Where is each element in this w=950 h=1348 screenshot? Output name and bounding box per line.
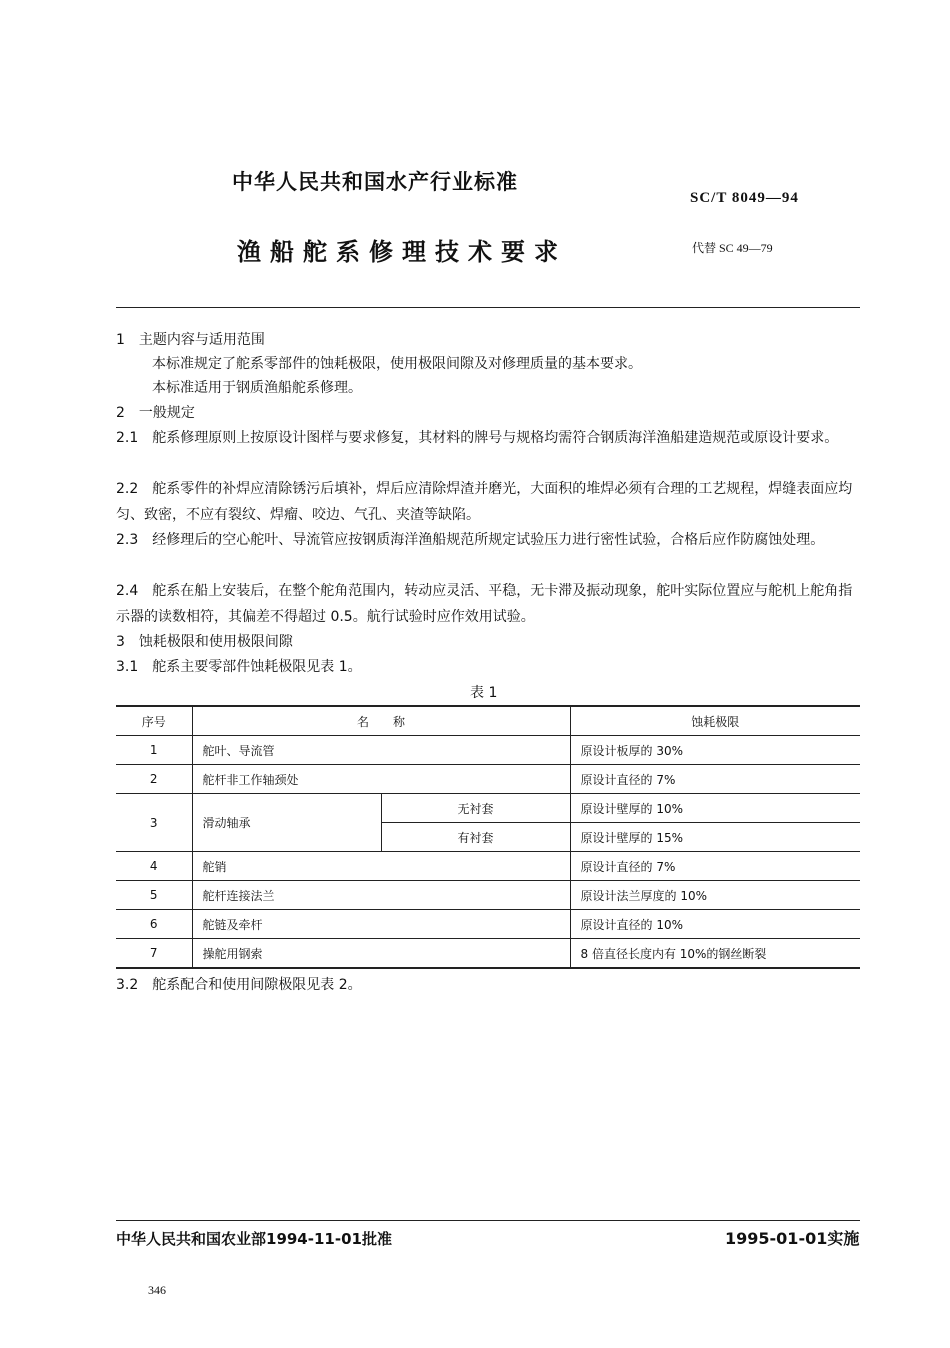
approval-line: 中华人民共和国农业部1994-11-01批准 bbox=[116, 1230, 392, 1248]
header-limit: 蚀耗极限 bbox=[570, 706, 860, 736]
row-no: 7 bbox=[116, 939, 192, 969]
clause-text: 舵系配合和使用间隙极限见表 2。 bbox=[152, 977, 362, 993]
clause-text: 舵系在船上安装后，在整个舵角范围内，转动应灵活、平稳，无卡滞及振动现象，舵叶实际位置应与舵机上舵角指示器的读数相符，其偏差不得超过 0.5。航行试验时应作效用试验。 bbox=[116, 583, 853, 625]
clause-text: 经修理后的空心舵叶、导流管应按钢质海洋渔船规范所规定试验压力进行密性试验，合格后应作防腐蚀处理。 bbox=[152, 532, 825, 548]
clause-2-1 bbox=[116, 425, 858, 451]
replaces-note: 代替 SC 49—79 bbox=[692, 241, 773, 255]
row-name: 舵杆连接法兰 bbox=[192, 881, 570, 910]
section-number: 3 bbox=[116, 634, 125, 650]
clause-number: 2.4 bbox=[116, 583, 139, 599]
clause-text: 舵系零件的补焊应清除锈污后填补，焊后应清除焊渣并磨光，大面积的堆焊必须有合理的工艺规程，焊缝表面应均匀、致密，不应有裂纹、焊瘤、咬边、气孔、夹渣等缺陷。 bbox=[116, 481, 853, 523]
table-row bbox=[116, 852, 860, 881]
section-number: 2 bbox=[116, 405, 125, 421]
effective-date: 1995-01-01实施 bbox=[725, 1229, 860, 1248]
row-name: 舵链及牵杆 bbox=[192, 910, 570, 939]
row-subtype: 无衬套 bbox=[381, 794, 570, 823]
row-limit: 原设计直径的 7% bbox=[570, 852, 860, 881]
row-limit: 原设计壁厚的 10% bbox=[570, 794, 860, 823]
footer-rule bbox=[116, 1220, 860, 1221]
paragraph: 本标准规定了舵系零部件的蚀耗极限，使用极限间隙及对修理质量的基本要求。 bbox=[152, 356, 642, 372]
row-name: 舵销 bbox=[192, 852, 570, 881]
clause-3-1 bbox=[116, 657, 362, 677]
row-no: 6 bbox=[116, 910, 192, 939]
table-row bbox=[116, 765, 860, 794]
row-no: 3 bbox=[116, 794, 192, 852]
row-no: 1 bbox=[116, 736, 192, 765]
row-name: 滑动轴承 bbox=[192, 794, 381, 852]
section-title: 蚀耗极限和使用极限间隙 bbox=[138, 634, 293, 650]
table-row bbox=[116, 736, 860, 765]
section-2-heading bbox=[116, 403, 195, 423]
row-limit: 原设计壁厚的 15% bbox=[570, 823, 860, 852]
clause-number: 2.3 bbox=[116, 532, 139, 548]
clause-2-3 bbox=[116, 527, 858, 553]
row-name: 舵叶、导流管 bbox=[192, 736, 570, 765]
row-no: 2 bbox=[116, 765, 192, 794]
section-title: 一般规定 bbox=[138, 405, 195, 421]
row-subtype: 有衬套 bbox=[381, 823, 570, 852]
row-limit: 原设计板厚的 30% bbox=[570, 736, 860, 765]
clause-2-4 bbox=[116, 578, 858, 630]
standard-number: SC/T 8049—94 bbox=[690, 190, 799, 206]
clause-number: 3.2 bbox=[116, 977, 139, 993]
section-title: 主题内容与适用范围 bbox=[138, 332, 265, 348]
clause-2-2 bbox=[116, 476, 858, 528]
row-limit: 8 倍直径长度内有 10%的钢丝断裂 bbox=[570, 939, 860, 969]
page-number: 346 bbox=[148, 1283, 166, 1297]
header-name: 名 称 bbox=[192, 706, 570, 736]
row-limit: 原设计法兰厚度的 10% bbox=[570, 881, 860, 910]
row-no: 4 bbox=[116, 852, 192, 881]
standard-title: 中华人民共和国水产行业标准 bbox=[232, 170, 518, 194]
clause-text: 舵系修理原则上按原设计图样与要求修复，其材料的牌号与规格均需符合钢质海洋渔船建造规范或原设计要求。 bbox=[152, 430, 839, 446]
header-rule bbox=[116, 307, 860, 308]
table-row bbox=[116, 794, 860, 823]
table-header-row bbox=[116, 706, 860, 736]
corrosion-limit-table bbox=[116, 705, 860, 969]
header-no: 序号 bbox=[116, 706, 192, 736]
clause-text: 舵系主要零部件蚀耗极限见表 1。 bbox=[152, 659, 362, 675]
row-no: 5 bbox=[116, 881, 192, 910]
clause-3-2 bbox=[116, 975, 362, 995]
table-row bbox=[116, 881, 860, 910]
table-row bbox=[116, 939, 860, 969]
row-name: 操舵用钢索 bbox=[192, 939, 570, 969]
clause-number: 3.1 bbox=[116, 659, 139, 675]
clause-number: 2.1 bbox=[116, 430, 139, 446]
section-3-heading bbox=[116, 632, 293, 652]
clause-number: 2.2 bbox=[116, 481, 139, 497]
table-caption: 表 1 bbox=[470, 685, 498, 701]
table-row bbox=[116, 910, 860, 939]
row-name: 舵杆非工作轴颈处 bbox=[192, 765, 570, 794]
section-number: 1 bbox=[116, 332, 125, 348]
row-limit: 原设计直径的 7% bbox=[570, 765, 860, 794]
paragraph: 本标准适用于钢质渔船舵系修理。 bbox=[152, 380, 362, 396]
document-title: 渔船舵系修理技术要求 bbox=[237, 238, 567, 266]
row-limit: 原设计直径的 10% bbox=[570, 910, 860, 939]
section-1-heading bbox=[116, 330, 265, 350]
